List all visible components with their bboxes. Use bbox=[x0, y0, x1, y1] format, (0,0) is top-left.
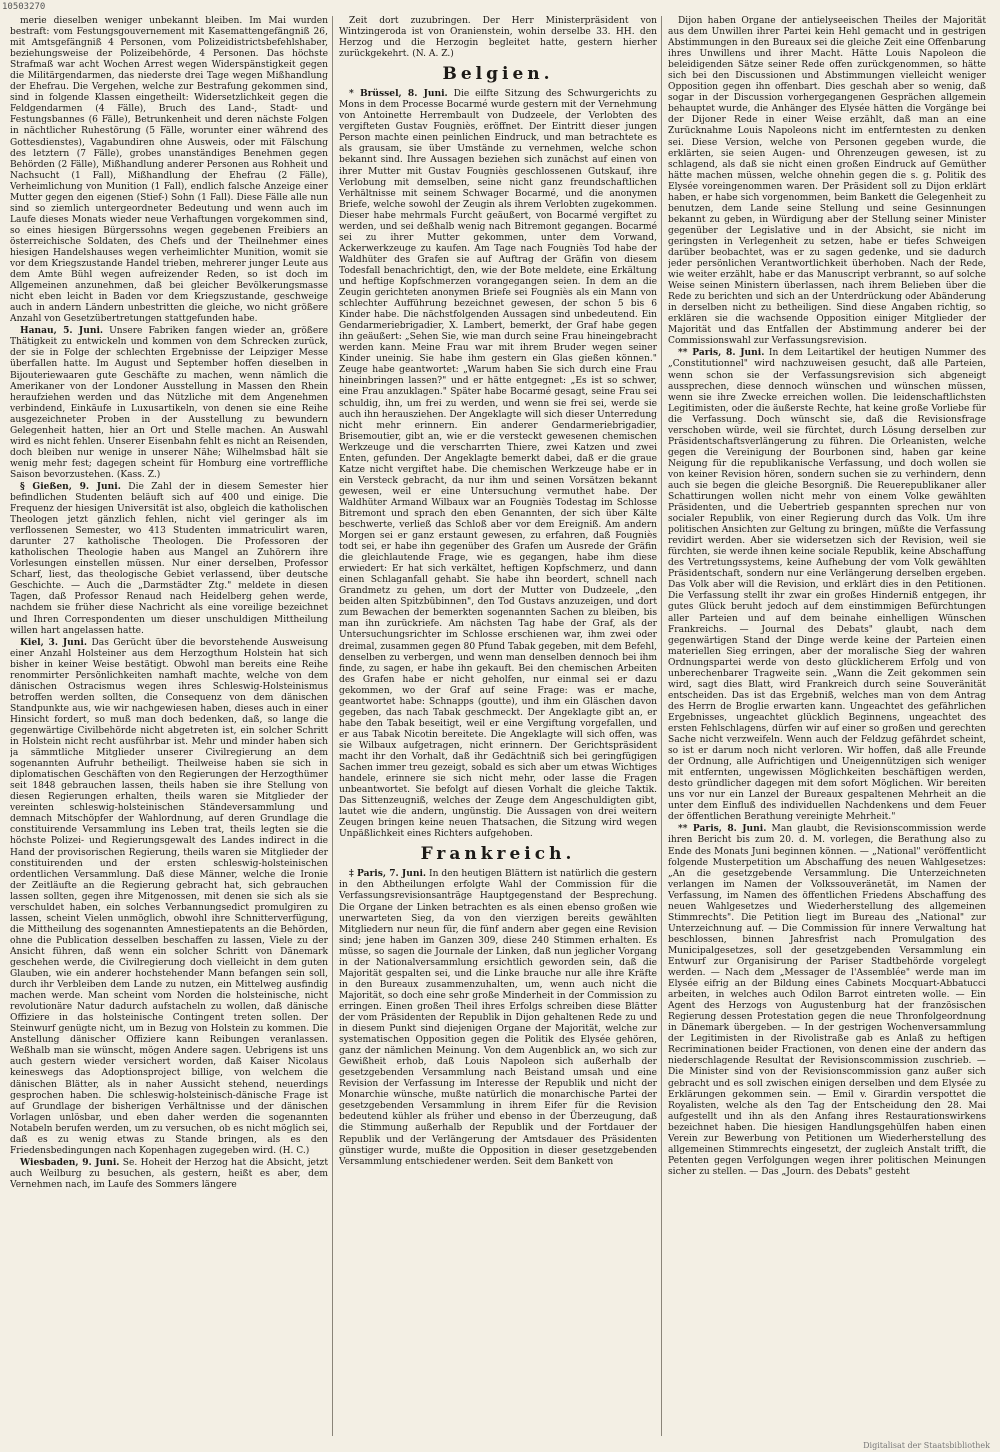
article-paragraph bbox=[10, 481, 328, 637]
article-paragraph bbox=[668, 347, 986, 823]
column-2 bbox=[339, 16, 662, 1436]
footer-note: Digitalisat der Staatsbibliothek bbox=[863, 1441, 990, 1450]
article-paragraph bbox=[339, 16, 657, 60]
section-heading: Frankreich. bbox=[420, 844, 576, 865]
article-dateline: Hanau, 5. Juni. bbox=[20, 325, 104, 337]
article-paragraph bbox=[10, 1157, 328, 1191]
article-dateline: § Gießen, 9. Juni. bbox=[20, 480, 121, 492]
article-text: merie dieselben weniger unbekannt bleiben. Im Mai wurden bestraft: vom Festungsgouvernement mit Kasemattengefängniß 26, mit Amtsgefängniß 4 Personen, vom Polizeidistrictsbefehlshaber, beziehungsweise der Polizeibehörde, 4 Personen. Das höchste Strafmaß war acht Wochen Arrest wegen Widerspänstigkeit gegen die Militärgendarmen, das niederste drei Tage wegen Mißhandlung der Ehefrau. Die Vergehen, welche zur Bestrafung gekommen sind, sind in folgende Klassen eingetheilt: Widersetzlichkeit gegen die Feldgendarmen (4 Fälle), Bruch des Land-, Stadt- und Festungsbannes (6 Fälle), Betrunkenheit und deren nächste Folgen in nächtlicher Ruhestörung (5 Fälle, worunter einer während des Gottesdienstes), Vagabundiren ohne Ausweis, oder mit Fälschung des letztern (7 Fälle), grobes unanständiges Benehmen gegen Behörden (2 Fälle), Mißhandlung anderer Personen aus Rohheit und Nachsucht (1 Fall), Mißhandlung der Ehefrau (2 Fälle), Verheimlichung von Munition (1 Fall), endlich falsche Anzeige einer Mutter gegen den eigenen (Stief-) Sohn (1 Fall). Diese Fälle alle nun sind so ziemlich untergeordneter Bedeutung und wenn auch im Laufe dieses Monats wieder neue Verhaftungen vorgekommen sind, so eines hiesigen Bürgerssohns wegen gegebenen Freibiers an österreichische Soldaten, des Chefs und der Theilnehmer eines hiesigen Handelshauses wegen verheimlichter Munition, womit sie vor dem Kriegszustande Handel trieben, mehrerer junger Leute aus dem Amte Bühl wegen aufreizender Reden, so ist doch im Allgemeinen anzunehmen, daß bei gleicher Bevölkerungsmasse nicht eben leicht in Baden vor dem Kriegszustande, geschweige auch in andern Ländern unbestritten die gleiche, wo nicht größere Anzahl von Gesetzübertretungen stattgefunden habe. bbox=[10, 16, 328, 325]
section-heading: Belgien. bbox=[442, 64, 554, 85]
article-paragraph bbox=[10, 16, 328, 325]
article-paragraph bbox=[339, 868, 657, 1167]
article-dateline: ** Paris, 8. Juni. bbox=[678, 823, 767, 835]
page-id: 10503270 bbox=[2, 2, 46, 12]
article-paragraph bbox=[10, 637, 328, 1157]
article-text: Dijon haben Organe der antielyseeischen Theiles der Majorität aus dem Unwillen ihrer Partei kein Hehl gemacht und in gestrigen Abstimmungen in den Bureaux sei die gleiche Zeit eine Offenbarung ihres Unwillens und ihrer Macht. Hätte Louis Napoleon die beleidigenden Sätze seiner Rede offen zurückgenommen, so hätte sich bei den Discussionen und Abstimmungen vielleicht weniger Opposition gegen ihn offenbart. Dies geschah aber so wenig, daß sogar in der Discussion vorhergegangenen Gesprächen allgemein behauptet wurde, die Anhänger des Elysée hätten die Vorgänge bei der Dijoner Rede in einer Weise erzählt, daß man an eine Zurücknahme Louis Napoleons nicht im entferntesten zu denken sei. Diese Version, welche von Personen gegeben wurde, die erklärten, sie seien Augen- und Ohrenzeugen gewesen, ist zu schlagend, als daß sie nicht einen großen Eindruck auf Gemüther hätte machen müssen, welche ohnehin gegen die s. g. Politik des Elysée voreingenommen waren. Der Präsident soll zu Dijon erklärt haben, er habe sich vorgenommen, beim Bankett die Gelegenheit zu benutzen, dem Lande seine Stellung und seine Gesinnungen bekannt zu geben, in Würdigung aber der Stellung seiner Minister gegenüber der Legislative und in der Absicht, sie nicht im geringsten in Verlegenheit zu setzen, habe er tiefes Schweigen darüber beobachtet, was er zu sagen gedenke, und sie dadurch jeder persönlichen Verantwortlichkeit überhoben. Nach der Rede, wie weiter erzählt, habe er das Manuscript verbrannt, so auf solche Weise seinen Ministern überlassen, nach ihrem Belieben über die Rede zu berichten und sich an der Unterdrückung oder Abänderung in derselben nicht zu betheiligen. Sind diese Angaben richtig, so erklären sie die wachsende Opposition einiger Mitglieder der Majorität und das Entfallen der Abstimmung anderer bei der Commissionswahl zur Verfassungsrevision. bbox=[668, 16, 986, 347]
article-dateline: ‡ Paris, 7. Juni. bbox=[349, 868, 427, 880]
column-1 bbox=[10, 16, 333, 1436]
article-text: Se. Hoheit der Herzog hat die Absicht, jetzt auch Weilburg zu besuchen, als gestern, heißt es aber, dem Vernehmen nach, im Laufe des Sommers längere bbox=[10, 1157, 329, 1190]
article-dateline: * Brüssel, 8. Juni. bbox=[349, 88, 448, 100]
article-text: In dem Leitartikel der heutigen Nummer des „Constitutionnel" wird nachzuweisen gesucht, daß alle Parteien, wenn schon sie der Verfassungsrevision sich abgeneigt aussprechen, diese dennoch wünschen und wünschen müssen, wenn sie ihre Zwecke erreichen wollen. Die leidenschaftlichsten Legitimisten, oder die äußerste Rechte, hat keine große Vorliebe für die Verfassung. Doch wünscht sie, daß die Revisionsfrage verschoben würde, weil sie fürchtet, durch Lösung derselben zur Präsidentschaftsverlängerung zu führen. Die Orleanisten, welche gegen die Vereinigung der Bourbonen sind, haben gar keine Neigung für die republikanische Verfassung, und doch wollen sie von keiner Revision hören, sondern suchen sie zu verhindern, denn auch sie begen die gleiche Besorgniß. Die Reuerepublikaner aller Schattirungen wollen nicht mehr von einem Volke gewählten Präsidenten, und die Uebertrieb gespannten sprechen nur von socialer Republik, von einer Regierung durch das Volk. Um ihre politischen Ansichten zur Geltung zu bringen, müßte die Verfassung revidirt werden. Aber sie widersetzen sich der Revision, weil sie fürchten, sie werde ihnen keine sociale Republik, keine Abschaffung des Vertretungssystems, keine Aufhebung der vom Volk gewählten Präsidentschaft, sondern nur eine Verlängerung derselben ergeben. Das Volk aber will die Revision, und erklärt dies in den Petitionen. Die Verfassung stellt ihr zwar ein großes Hinderniß entgegen, ihr gutes Glück beruht jedoch auf dem einstimmigen Befürchtungen aller Parteien und auf dem beinahe einhelligen Wünschen Frankreichs. — Journal des Debats" glaubt, nach dem gegenwärtigen Stand der Dinge werde keine der Parteien einen materiellen Sieg erringen, aber der moralische Sieg der wahren Ordnungspartei werde von desto glücklicherem Erfolg und von unberechenbarer Tragweite sein. „Wann die Zeit gekommen sein wird, sagt dies Blatt, wird Frankreich durch seine Souveränität entscheiden. Das ist das Ergebniß, welches man von dem Antrag des Herrn de Broglie erwarten kann. Ungeachtet des gefährlichen Ergebnisses, ungeachtet glücklich Beginnens, ungeachtet des ersten Fehlschlagens, dürfen wir auf einer so großen und gerechten Sache nicht verzweifeln. Wenn auch der Feldzug gefährdet scheint, so ist er darum noch nicht verloren. Wir hoffen, daß alle Freunde der Ordnung, alle Aufrichtigen und Uneigennützigen sich weniger mit entfernten, ungewissen Möglichkeiten beschäftigen werden, desto gründlicher dagegen mit dem sofort Möglichen. Wir bereiten uns vor nur ein Lanzel der Bureaux gespaltenen Mehrheit an die unter dem Einfluß des individuellen Nachdenkens und dem Feuer der öffentlichen Berathung vereinigte Mehrheit." bbox=[668, 348, 986, 823]
article-text: Die eilfte Sitzung des Schwurgerichts zu Mons in dem Processe Bocarmé wurde gestern mit der Vernehmung von Antoinette Herrembault von Dudzeele, der Verlobten des vergifteten Gustav Fougniès, eröffnet. Der Eintritt dieser jungen Person machte einen peinlichen Eindruck, und man betrachtete es als grausam, sie über Umstände zu vernehmen, welche schon bekannt sind. Ihre Aussagen beziehen sich zunächst auf einen von ihrer Mutter mit Gustav Fougniès geschlossenen Gutskauf, ihre Verlobung mit demselben, seine nicht ganz freundschaftlichen Verhältnisse mit seinem Schwager Bocarmé, und die anonymen Briefe, welche sowohl der Zeugin als ihrem Verlobten zugekommen. Dieser habe mehrmals Furcht geäußert, von Bocarmé vergiftet zu werden, und sei deßhalb wenig nach Bitremont gegangen. Bocarmé sei zu ihrer Mutter gekommen, unter dem Vorwand, Ackerwerkzeuge zu kaufen. Am Tage nach Fougniès Tod habe der Waldhüter des Grafen sie auf Auftrag der Gräfin von diesem Todesfall benachrichtigt, den, wie der Bote meldete, eine Erkältung und heftige Kopfschmerzen vorangegangen seien. In dem an die Zeugin gerichteten anonymen Briefe sei Fougniès als ein Mann von schlechter Aufführung bezeichnet gewesen, der schon 5 bis 6 Kinder habe. Die nächstfolgenden Aussagen sind unbedeutend. Ein Gendarmeriebrigadier, X. Lambert, bemerkt, der Graf habe gegen ihn geäußert: „Sehen Sie, wie man durch seine Frau hineingebracht werden kann. Meine Frau war mit ihrem Bruder wegen seiner Kinder uneinig. Sie habe ihm gestern ein Glas gießen können." Zeuge habe geantwortet: „Warum haben Sie sich durch eine Frau hineinbringen lassen?" und er hätte entgegnet: „Es ist so schwer, eine Frau anzuklagen." Später habe Bocarmé gesagt, seine Frau sei schuldig, ihn, um frei zu werden, und wenn sie frei sei, werde sie auch ihn herausziehen. Der Angeklagte will sich dieser Unterredung nicht mehr erinnern. Ein anderer Gendarmeriebrigadier, Brisemoutier, gibt an, wie er die versteckt gewesenen chemischen Werkzeuge und die verscharrten Thiere, zwei Katzen und zwei Enten, gefunden. Der Angeklagte bemerkt dabei, daß er die graue Katze nicht vergiftet habe. Die chemischen Werkzeuge habe er in ein Versteck gebracht, da nur ihm und seinen Vorsätzen bekannt gewesen, weil er eine Untersuchung vermuthet habe. Der Waldhüter Armand Wilbaux war an Fougniès Todestag im Schlosse Bitremont und sprach den eben Genannten, der sich über Kälte beschwerte, verließ das Schloß aber vor dem Ereigniß. Am andern Morgen sei er ganz erstaunt gewesen, zu erfahren, daß Fougniès todt sei, er habe ihn gegenüber des Grafen um Ausrede der Gräfin die gleichlautende Frage, wie es gegangen, habe ihm diese erwiedert: Er hat sich verkältet, heftigen Kopfschmerz, und dann einen Schlaganfall gehabt. Sie habe ihn beordert, schnell nach Grandmetz zu gehen, um dort der Mutter von Dudzeele, „den beiden alten Spitzbübinnen", den Tod Gustavs anzuzeigen, und dort zum Bewachen der bemerkten sogenannten Sachen zu bleiben, bis man ihn zurückriefe. Am nächsten Tag habe der Graf, als der Untersuchungsrichter im Schlosse erschienen war, ihm zwei oder dreimal, zusammen gegen 80 Pfund Tabak gegeben, mit dem Befehl, denselben zu verbergen, und wenn man denselben dennoch bei ihm finde, zu sagen, er habe ihn gekauft. Bei den chemischen Arbeiten des Grafen habe er nicht geholfen, nur einmal sei er dazu gekommen, wo der Graf auf seine Frage: was er mache, geantwortet habe: Schnapps (goutte), und ihm ein Gläschen davon gegeben, das nach Tabak geschmeckt. Der Angeklagte gibt an, er habe den Tabak beseitigt, weil er eine Vergiftung vorgefallen, und er aus Tabak Nicotin bereitete. Die Angeklagte will sich offen, was sie Wilbaux aufgetragen, nicht erinnern. Der Gerichtspräsident macht ihr den Vorhalt, daß ihr Gedächtniß sich bei geringfügigen Sachen immer treu gezeigt, sobald es sich aber um etwas Wichtiges handele, erinnere sie sich nicht mehr, oder lasse die Fragen unbeantwortet. Sie befolgt auf diesen Vorhalt die gleiche Taktik. Das Sittenzeugniß, welches der Zeuge dem Angeschuldigten gibt, lautet wie die andern, ungünstig. Die Aussagen von drei weitern Zeugen bringen keine neuen Thatsachen, die Sitzung wird wegen Unpäßlichkeit eines Richters aufgehoben. bbox=[339, 89, 657, 840]
article-dateline: Wiesbaden, 9. Juni. bbox=[20, 1156, 120, 1168]
article-text: Die Zahl der in diesem Semester hier befindlichen Studenten beläuft sich auf 400 und einige. Die Frequenz der hiesigen Universität ist also, obgleich die katholischen Theologen jetzt gänzlich fehlen, nicht viel geringer als im verflossenen Semester, wo 413 Studenten immatriculirt waren, darunter 27 katholische Theologen. Die Professoren der katholischen Theologie haben aus Mangel an Zuhörern ihre Vorlesungen einstellen müssen. Nur einer derselben, Professor Scharf, liest, das theologische Gebiet verlassend, über deutsche Geschichte. — Auch die „Darmstädter Ztg." meldete in diesen Tagen, daß Professor Renaud nach Heidelberg gehen werde, nachdem sie früher diese Nachricht als eine voreilige bezeichnet und Ihren Correspondenten um dieser unschuldigen Mittheilung willen hart angelassen hatte. bbox=[10, 481, 328, 636]
article-paragraph bbox=[10, 325, 328, 481]
article-text: Unsere Fabriken fangen wieder an, größere Thätigkeit zu entwickeln und kommen von dem Schrecken zurück, der sie in Folge der schlechten Ergebnisse der Leipziger Messe überfallen hatte. Im August und September hoffen dieselben in Bijouteriewaaren gute Geschäfte zu machen, wenn nämlich die Amerikaner von der Londoner Ausstellung in Massen den Rhein heraufziehen werden und das Nützliche mit dem Angenehmen verbindend, Einkäufe in Luxusartikeln, von denen sie eine Reihe ausgezeichneter Proben in der Ausstellung zu bewundern Gelegenheit hatten, hier an Ort und Stelle machen. An Auswahl wird es nicht fehlen. Unserer Eisenbahn fehlt es nicht an Reisenden, doch bleiben nur wenige in unserer Nähe; Wilhelmsbad hält sie wenig mehr fest; dagegen scheint für Homburg eine vortreffliche Saison bevorzustehen. (Kass. Z.) bbox=[10, 326, 328, 480]
article-text: Zeit dort zuzubringen. Der Herr Ministerpräsident von Wintzingeroda ist von Oranienstein, wohin derselbe 33. HH. den Herzog und die Herzogin begleitet hatte, gestern hierher zurückgekehrt. (N. A. Z.) bbox=[339, 16, 657, 60]
column-3 bbox=[668, 16, 990, 1436]
article-text: In den heutigen Blättern ist natürlich die gestern in den Abtheilungen erfolgte Wahl der Commission für die Verfassungsrevisionsanträge Hauptgegenstand der Besprechung. Die Organe der Linken betrachten es als einen ebenso großen wie unerwarteten Sieg, da von den vierzigen bereits gewählten Mitgliedern nur neun für, die fünf andern aber gegen eine Revision sind; jene haben im Ganzen 309, diese 240 Stimmen erhalten. Es müsse, so sagen die Journale der Linken, daß nun jeglicher Vorgang in der Nationalversammlung ersichtlich geworden sein, daß die Majorität gespalten sei, und die Linke brauche nur alle ihre Kräfte in den Bureaux zusammenzuhalten, um, wenn auch nicht die Majorität, so doch eine sehr große Minderheit in der Commission zu erringen. Einen großen Theil ihres Erfolgs schreiben diese Blätter der vom Präsidenten der Republik in Dijon gehaltenen Rede zu und in diesem Punkt sind diejenigen Organe der Majorität, welche zur systematischen Opposition gegen die Politik des Elysée gehören, ganz der nämlichen Meinung. Von dem Augenblick an, wo sich zur Gewißheit erhob, daß Louis Napoleon sich außerhalb der gesetzgebenden Versammlung nach Beistand umsah und eine Revision der Verfassung im Interesse der Republik und nicht der Monarchie wünsche, mußte natürlich die monarchische Partei der gesetzgebenden Versammlung in ihrem Eifer für die Revision bedeutend kühler als früher und ebenso in der Überzeugung, daß die Stimmung außerhalb der Republik und der Fortdauer der Republik und der Verlängerung der Amtsdauer des Präsidenten günstiger wurde, mußte die Opposition in dieser gesetzgebenden Versammlung entschiedener werden. Seit dem Bankett von bbox=[339, 869, 657, 1167]
article-paragraph bbox=[339, 88, 657, 840]
article-dateline: ** Paris, 8. Juni. bbox=[678, 347, 765, 359]
article-text: Das Gerücht über die bevorstehende Ausweisung einer Anzahl Holsteiner aus dem Herzogthum Holstein hat sich bisher in keiner Weise bestätigt. Obwohl man bereits eine Reihe renommirter Persönlichkeiten namhaft machte, welche von dem dänischen Ostracismus wegen ihres Schleswig-Holsteinismus betroffen werden sollten, die Consequenz von dem dänischen Standpunkte aus, wie wir nachgewiesen haben, dieses auch in einer Hinsicht fordert, so muß man doch bedenken, daß, so lange die gegenwärtige Civilbehörde nicht abgetreten ist, ein solcher Schritt in Holstein nicht recht ausführbar ist. Mehr und minder haben sich ja sämmtliche Mitglieder unserer Civilregierung an dem sogenannten Aufruhr betheiligt. Theilweise haben sie sich in diplomatischen Geschäften von den Regierungen der Herzogthümer seit 1848 gebrauchen lassen, theils haben sie ihre Stellung von diesen Regierungen erhalten, theils waren sie Mitglieder der vereinten schleswig-holsteinischen Ständeversammlung und demnach Mitschöpfer der Wahlordnung, auf deren Grundlage die constituirende Versammlung ins Leben trat, theils legten sie die höchste Polizei- und Regierungsgewalt des Landes indirect in die Hand der provisorischen Regierung, theils waren sie Mitglieder der constituirenden und der ersten schleswig-holsteinischen ordentlichen Versammlung. Daß diese Männer, welche die Ironie der Zeitläufte an die Regierung gebracht hat, sich gebrauchen lassen sollten, gegen ihre Mitgenossen, mit denen sie sich als sie verschuldet haben, ein solches Verbannungsedict promulgiren zu lassen, scheint Vielen unmöglich, obwohl ihre Schnitterverfügung, die Mittheilung des sogenannten Amnestiepatents an die Behörden, ohne die Publication desselben beschaffen zu lassen, Viele zu der Ansicht führen, daß wenn ein solcher Schritt von Dänemark geschehen werde, die Civilregierung doch vielleicht in dem guten Glauben, wie ein anderer hochstehender Mann befangen sein soll, durch ihr Verbleiben dem Lande zu nutzen, ein Mittelweg ausfindig machen werde. Man scheint vom Norden die holsteinische, nicht revolutionäre Natur dadurch aufstacheln zu wollen, daß dänische Offiziere in das holsteinische Contingent treten sollen. Der Steinwurf genügte nicht, um in Bezug von Holstein zu kommen. Die Anstellung dänischer Offiziere kann Reibungen veranlassen. Weßhalb man sie wünscht, mögen Andere sagen. Uebrigens ist uns auch gestern wieder versichert worden, daß Kaiser Nicolaus keineswegs das Adoptionsproject billige, von welchem die dänischen Blätter, als in naher Aussicht stehend, neuerdings gesprochen haben. Die schleswig-holsteinisch-dänische Frage ist auf Grundlage der bisherigen Verhältnisse und der dänischen Vorlagen unlösbar, und eben daher werden die sogenannten Notabeln berufen werden, um zu versuchen, ob es nicht möglich sei, daß es zu wenig etwas zu Stande bringen, als es den Friedensbedingungen nach Kopenhagen zugegeben wird. (H. C.) bbox=[10, 637, 328, 1156]
article-text: Man glaubt, die Revisionscommission werde ihren Bericht bis zum 20. d. M. vorlegen, die Berathung also zu Ende des Monats Juni beginnen können. — „National" veröffentlicht folgende Musterpetition um Abschaffung des neuen Wahlgesetzes: „An die gesetzgebende Versammlung. Die Unterzeichneten verlangen im Namen der Volkssouveränetät, im Namen der Verfassung, im Namen des öffentlichen Friedens Abschaffung des neuen Wahlgesetzes und Wiederherstellung des allgemeinen Stimmrechts". Die Petition liegt im Bureau des „National" zur Unterzeichnung auf. — Die Commission für innere Verwaltung hat beschlossen, binnen Jahresfrist nach Promulgation des Municipalgesetzes, soll der gesetzgebenden Versammlung ein Entwurf zur Organisirung der Pariser Stadtbehörde vorgelegt werden. — Nach dem „Messager de l'Assemblée" werde man im Elysée eifrig an der Bildung eines Cabinets Mocquart-Abbatucci arbeiten, in welches auch Odilon Barrot eintreten wolle. — Ein Agent des Herzogs von Augustenburg hat der französischen Regierung dessen Protestation gegen die neue Thronfolgeordnung in Dänemark übergeben. — In der gestrigen Wochenversammlung der Legitimisten in der Rivolistraße gab es Anlaß zu heftigen Recriminationen beider Fractionen, von denen eine der andern das niederschlagende Resultat der Revisionscommission zuschrieb. — Die Minister sind von der Revisionscommission ganz außer sich gebracht und es soll zwischen einigen derselben und dem Elysée zu Erklärungen gekommen sein. — Emil v. Girardin verspottet die Royalisten, welche als den Tag der Entscheidung den 28. Mai aufgestellt und ihn als den Anfang ihres Restaurationswirkens bezeichnet haben. Die hiesigen Handlungsgehülfen haben einen Verein zur Bewerbung von Petitionen um Wiederherstellung des allgemeinen Stimmrechts eingesetzt, der zugleich Anstalt trifft, die Petenten gegen Verfolgungen wegen ihrer politischen Meinungen sicher zu stellen. — Das „Journ. des Debats" gesteht bbox=[668, 824, 987, 1177]
article-paragraph bbox=[668, 823, 986, 1178]
newspaper-columns bbox=[10, 16, 990, 1436]
article-paragraph bbox=[668, 16, 986, 347]
article-dateline: Kiel, 3. Juni. bbox=[20, 636, 87, 648]
